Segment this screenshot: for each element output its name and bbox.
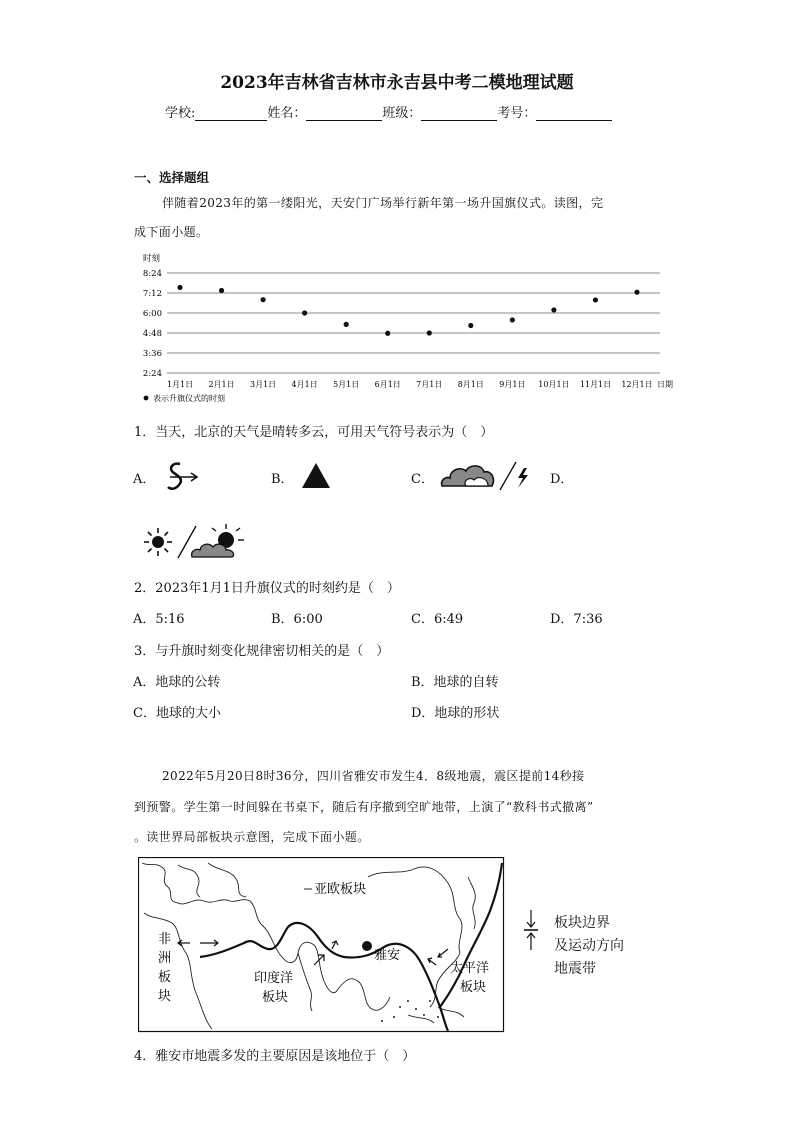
label-african-2: 洲 — [158, 951, 172, 966]
chart-ylabel: 时刻 — [143, 254, 161, 264]
number-label: 考号： — [497, 106, 537, 121]
chart-point — [593, 297, 598, 302]
q3-option-b[interactable]: B．地球的自转 — [411, 675, 499, 690]
legend-boundary-line2: 及运动方向 — [554, 938, 624, 954]
legend-boundary-line1: 板块边界 — [554, 915, 610, 931]
number-blank[interactable] — [536, 106, 612, 121]
flag-raising-time-chart — [135, 250, 695, 410]
chart-point — [468, 323, 473, 328]
chart-xtick-label: 8月1日 — [457, 380, 484, 389]
q3-option-a[interactable]: A．地球的公转 — [133, 675, 221, 690]
intro2-line2: 到预警。学生第一时间躲在书桌下，随后有序撤到空旷地带，上演了“教科书式撤离” — [134, 800, 594, 814]
intro2-line3: 。读世界局部板块示意图，完成下面小题。 — [134, 830, 370, 844]
school-blank[interactable] — [195, 106, 267, 121]
intro2-line1: 2022年5月20日8时36分，四川省雅安市发生4．8级地震，震区提前14秒接 — [162, 769, 585, 783]
q2-option-c[interactable]: C．6:49 — [411, 612, 464, 627]
chart-point — [510, 317, 515, 322]
chart-ytick-label: 2:24 — [142, 369, 162, 379]
q3-option-d[interactable]: D．地球的形状 — [411, 706, 500, 721]
chart-point — [427, 330, 432, 335]
chart-xtick-label: 3月1日 — [249, 380, 277, 389]
wind-symbol-icon — [158, 458, 202, 498]
class-label: 班级： — [382, 106, 422, 121]
sunny-to-cloudy-icon — [140, 522, 248, 560]
label-eurasian-plate: 亚欧板块 — [314, 882, 367, 897]
chart-point — [260, 297, 265, 302]
label-african-4: 块 — [158, 989, 172, 1004]
student-info-line — [165, 102, 612, 121]
label-african-1: 非 — [158, 932, 172, 947]
chart-xlabel: 日期 — [657, 380, 673, 389]
chart-ytick-label: 6:00 — [142, 309, 162, 319]
chart-xtick-label: 4月1日 — [291, 380, 318, 389]
q1-option-a[interactable]: A． — [133, 472, 156, 487]
q1-option-c[interactable]: C． — [411, 472, 434, 487]
chart-ytick-label: 3:36 — [142, 349, 162, 359]
school-label: 学校: — [165, 106, 196, 121]
legend-dot-icon — [144, 396, 149, 401]
legend-quake-belt: 地震带 — [554, 961, 596, 977]
intro1-line1: 伴随着2023年的第一缕阳光，天安门广场举行新年第一场升国旗仪式。读图，完 — [162, 196, 604, 210]
chart-legend: 表示升旗仪式的时刻 — [153, 394, 225, 403]
chart-point — [344, 322, 349, 327]
q4-stem: 4．雅安市地震多发的主要原因是该地位于（ ） — [134, 1049, 416, 1064]
chart-xtick-label: 5月1日 — [333, 380, 360, 389]
chart-xtick-label: 7月1日 — [416, 380, 443, 389]
q2-stem: 2．2023年1月1日升旗仪式的时刻约是（ ） — [134, 581, 400, 596]
section-heading: 一、选择题组 — [134, 170, 210, 185]
page-title: 2023年吉林省吉林市永吉县中考二模地理试题 — [220, 73, 574, 93]
intro1-line2: 成下面小题。 — [134, 225, 209, 239]
chart-point — [634, 290, 639, 295]
label-indian-1: 印度洋 — [254, 971, 294, 986]
boundary-legend-icon — [522, 908, 540, 956]
chart-ytick-label: 7:12 — [142, 289, 162, 299]
chart-point — [385, 331, 390, 336]
chart-point — [219, 288, 224, 293]
chart-ytick-label: 8:24 — [142, 269, 162, 279]
chart-gridlines — [167, 273, 660, 373]
chart-xtick-label: 11月1日 — [579, 380, 612, 389]
plate-map — [138, 857, 506, 1033]
q3-option-c[interactable]: C．地球的大小 — [133, 706, 221, 721]
q1-option-b[interactable]: B． — [271, 472, 294, 487]
hail-triangle-icon — [300, 461, 332, 489]
chart-xticks — [167, 380, 653, 389]
label-pacific-1: 太平洋 — [450, 961, 490, 976]
chart-ytick-label: 4:48 — [142, 329, 162, 339]
chart-xtick-label: 10月1日 — [538, 380, 570, 389]
chart-point — [302, 310, 307, 315]
chart-xtick-label: 9月1日 — [499, 380, 526, 389]
chart-xtick-label: 6月1日 — [374, 380, 401, 389]
q2-option-d[interactable]: D．7:36 — [550, 612, 603, 627]
q2-option-b[interactable]: B．6:00 — [271, 612, 323, 627]
chart-point — [551, 307, 556, 312]
q1-stem: 1．当天，北京的天气是晴转多云，可用天气符号表示为（ ） — [134, 425, 494, 440]
class-blank[interactable] — [421, 106, 497, 121]
q2-option-a[interactable]: A．5:16 — [133, 612, 185, 627]
label-pacific-2: 板块 — [460, 980, 487, 995]
overcast-to-thunder-icon — [438, 456, 538, 494]
label-yaan: 雅安 — [374, 948, 401, 963]
chart-yticks — [143, 269, 162, 379]
chart-xtick-label: 1月1日 — [166, 380, 194, 389]
chart-points — [177, 285, 639, 336]
q1-option-d[interactable]: D． — [550, 472, 574, 487]
label-african-3: 板 — [158, 970, 172, 985]
name-blank[interactable] — [306, 106, 382, 121]
chart-xtick-label: 12月1日 — [621, 380, 653, 389]
name-label: 姓名： — [267, 106, 307, 121]
chart-point — [177, 285, 182, 290]
yaan-location-dot — [362, 941, 372, 951]
q3-stem: 3．与升旗时刻变化规律密切相关的是（ ） — [134, 644, 390, 659]
chart-xtick-label: 2月1日 — [208, 380, 235, 389]
label-indian-2: 板块 — [262, 990, 289, 1005]
